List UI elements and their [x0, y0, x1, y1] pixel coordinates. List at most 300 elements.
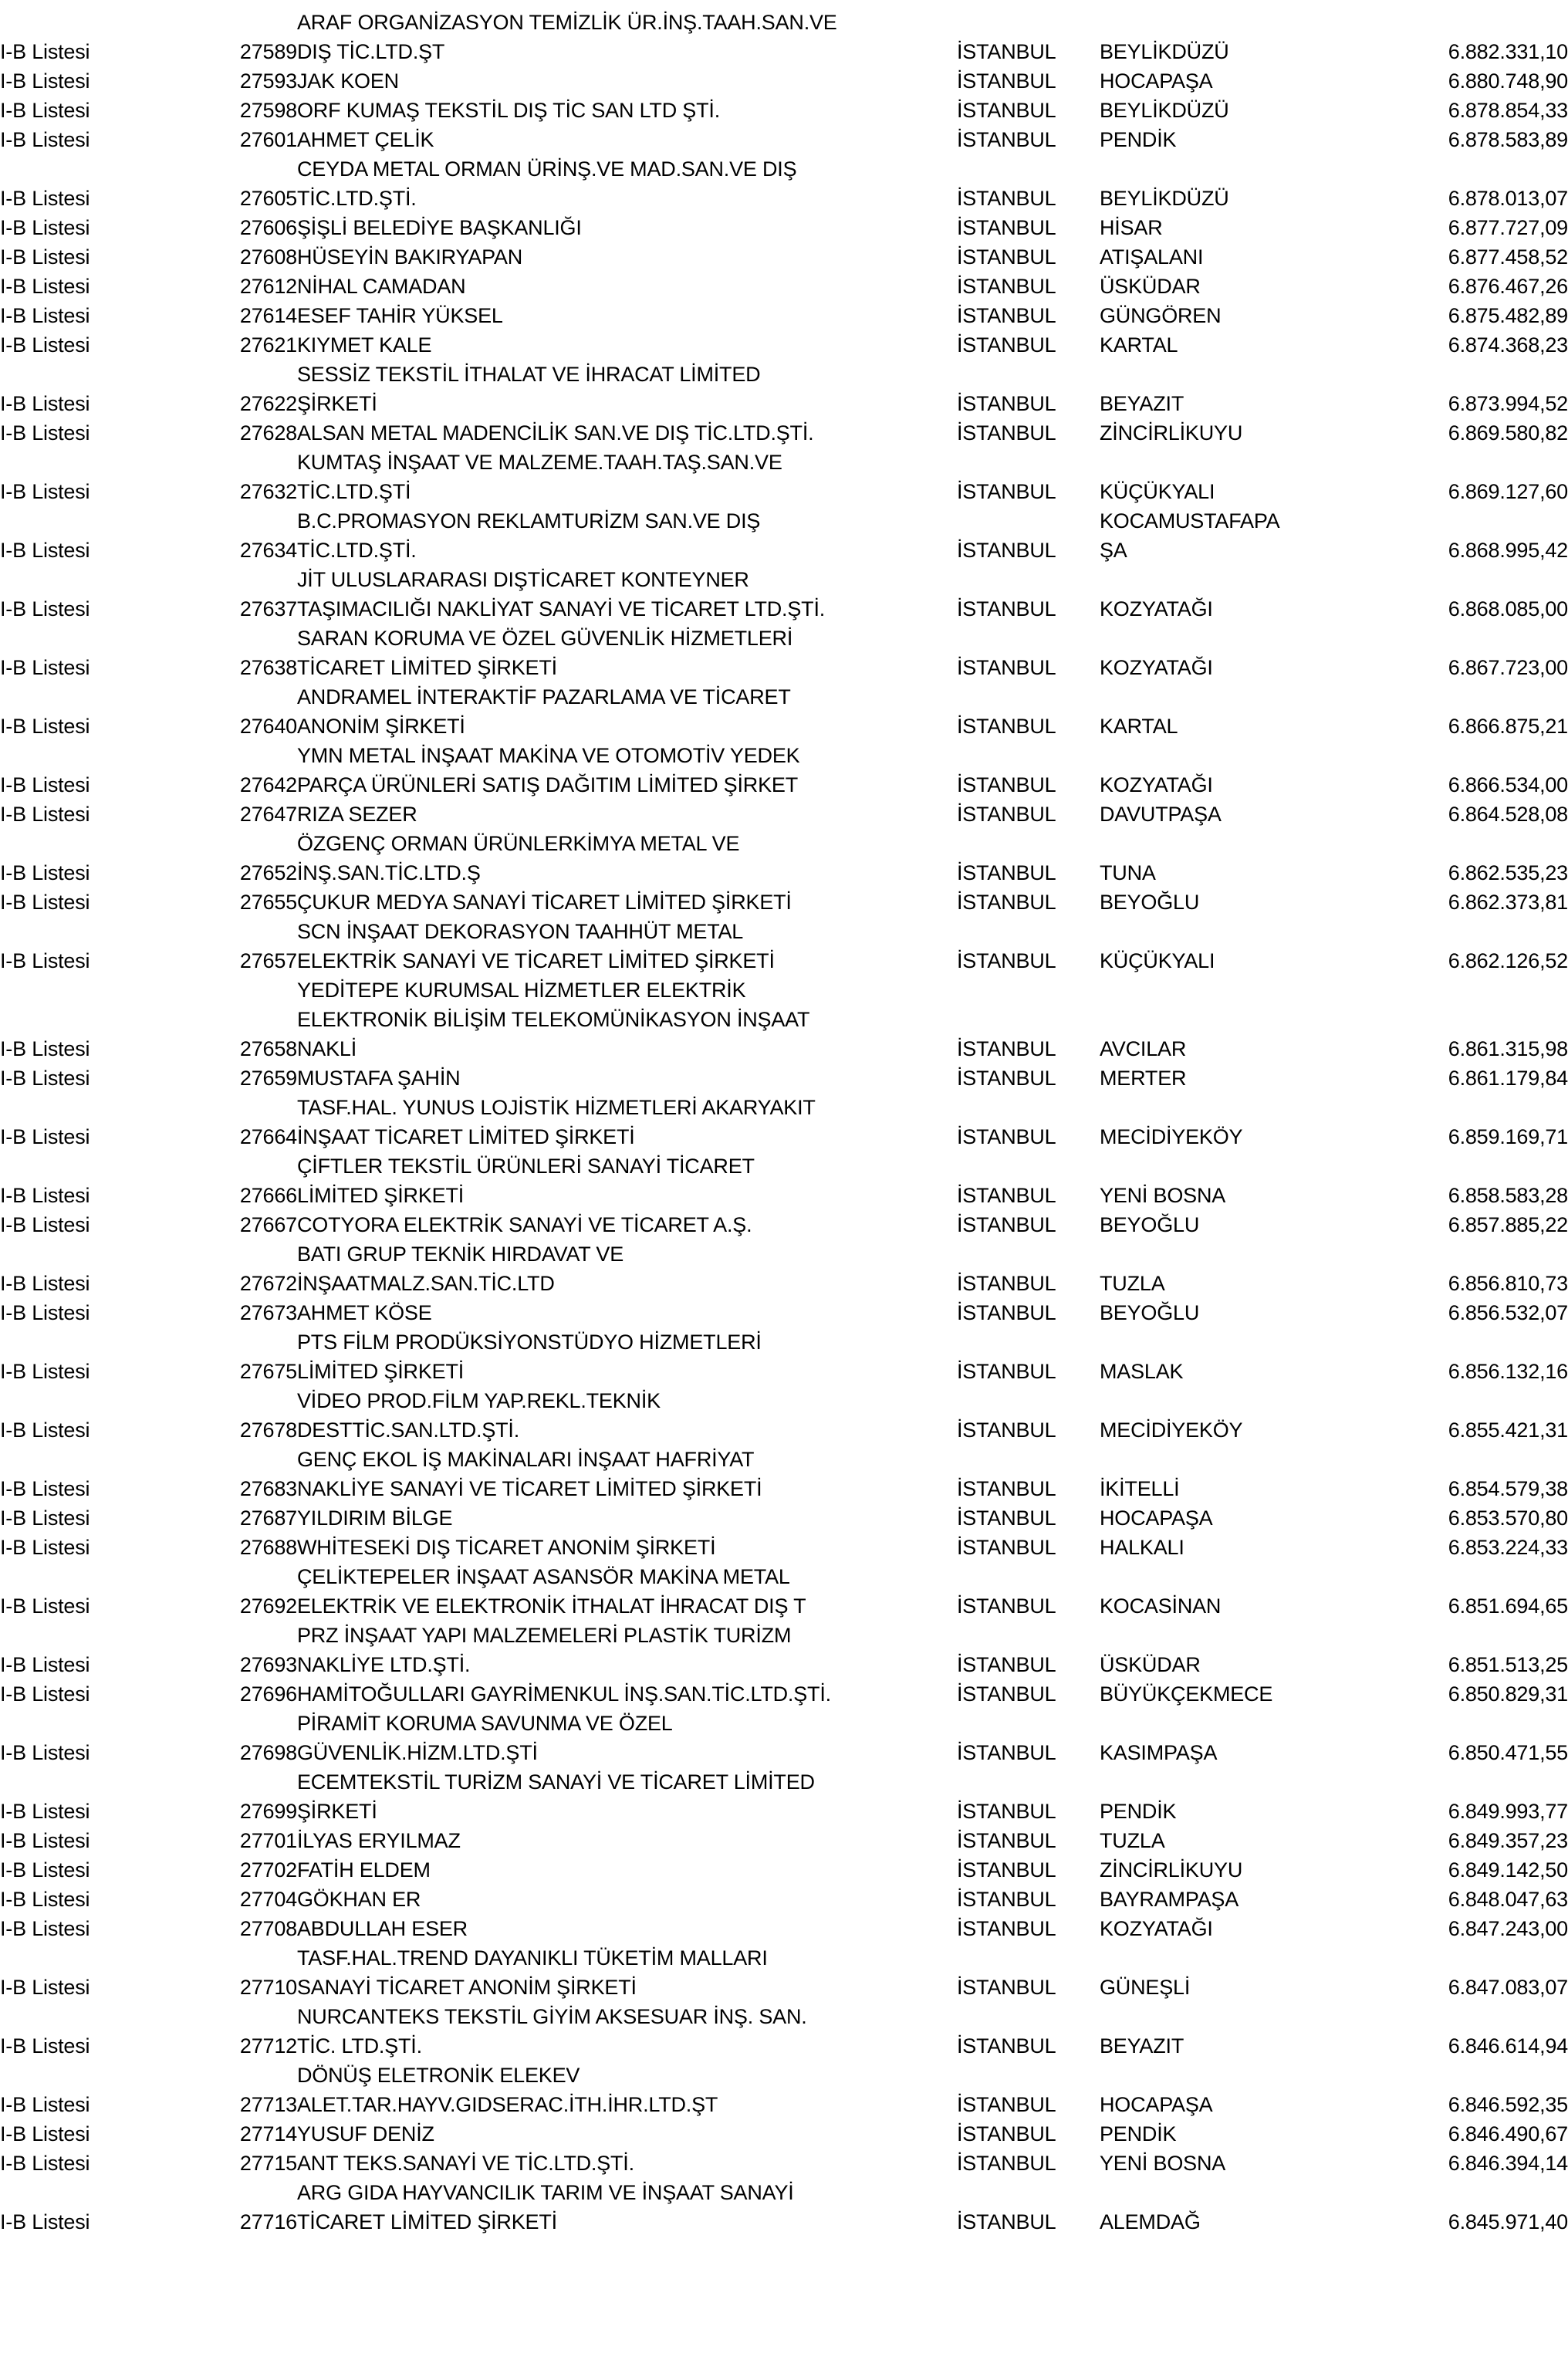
debt-amount: 6.858.583,28	[1448, 1184, 1568, 1207]
district-spacer	[1100, 1239, 1339, 1269]
company-name-line: JİT ULUSLARARASI DIŞTİCARET KONTEYNER	[297, 568, 749, 591]
company-name: NİHAL CAMADAN	[297, 275, 466, 298]
company-name: WHİTESEKİ DIŞ TİCARET ANONİM ŞİRKETİ	[297, 1536, 716, 1559]
district-name: KOZYATAĞI	[1100, 773, 1213, 796]
list-label-spacer	[0, 154, 216, 184]
district-spacer	[1100, 624, 1339, 653]
row-number-spacer	[216, 976, 297, 1005]
table-row[interactable]	[0, 301, 1568, 330]
amount-spacer	[1339, 682, 1568, 712]
table-row-continuation	[0, 829, 1568, 858]
row-number: 27637	[239, 597, 297, 620]
city-spacer	[957, 682, 1100, 712]
amount-spacer	[1339, 8, 1568, 37]
row-number: 27658	[239, 1037, 297, 1060]
table-row[interactable]	[0, 1826, 1568, 1855]
company-name-line: ÇİFTLER TEKSTİL ÜRÜNLERİ SANAYİ TİCARET	[297, 1155, 755, 1178]
table-row[interactable]	[0, 1181, 1568, 1210]
debt-amount: 6.867.723,00	[1448, 656, 1568, 679]
list-label-spacer	[0, 1093, 216, 1122]
table-row-continuation	[0, 741, 1568, 770]
district-name: KASIMPAŞA	[1100, 1741, 1218, 1764]
city-name: İSTANBUL	[957, 1594, 1056, 1618]
table-row-continuation	[0, 1621, 1568, 1650]
row-number: 27675	[239, 1360, 297, 1383]
list-label: I-B Listesi	[0, 128, 90, 151]
row-number: 27693	[239, 1653, 297, 1676]
debtor-list-table	[0, 8, 1568, 2237]
company-name-line: PİRAMİT KORUMA SAVUNMA VE ÖZEL	[297, 1712, 673, 1735]
city-name: İSTANBUL	[957, 1888, 1056, 1911]
debt-amount: 6.847.083,07	[1448, 1976, 1568, 1999]
amount-spacer	[1339, 829, 1568, 858]
company-name-line: GENÇ EKOL İŞ MAKİNALARI İNŞAAT HAFRİYAT	[297, 1448, 755, 1471]
city-spacer	[957, 1151, 1100, 1181]
company-name: JAK KOEN	[297, 69, 399, 93]
district-name: ÜSKÜDAR	[1100, 1653, 1201, 1676]
district-name: GÜNGÖREN	[1100, 304, 1222, 327]
company-name-line: SESSİZ TEKSTİL İTHALAT VE İHRACAT LİMİTED	[297, 363, 761, 386]
table-row[interactable]	[0, 888, 1568, 917]
district-name: ŞA	[1100, 539, 1127, 562]
list-label: I-B Listesi	[0, 304, 90, 327]
list-label-spacer	[0, 2002, 216, 2031]
company-name: DIŞ TİC.LTD.ŞT	[297, 40, 445, 63]
district-name: YENİ BOSNA	[1100, 2152, 1226, 2175]
city-spacer	[957, 154, 1100, 184]
list-label: I-B Listesi	[0, 1976, 90, 1999]
row-number: 27687	[239, 1506, 297, 1530]
district-name: DAVUTPAŞA	[1100, 803, 1222, 826]
district-name: MERTER	[1100, 1067, 1187, 1090]
table-row[interactable]	[0, 594, 1568, 624]
district-spacer	[1100, 1093, 1339, 1122]
list-label: I-B Listesi	[0, 1800, 90, 1823]
company-name: SANAYİ TİCARET ANONİM ŞİRKETİ	[297, 1976, 637, 1999]
table-row-continuation	[0, 976, 1568, 1005]
city-name: İSTANBUL	[957, 1477, 1056, 1500]
city-name: İSTANBUL	[957, 1917, 1056, 1940]
table-row[interactable]	[0, 770, 1568, 800]
debt-amount: 6.877.727,09	[1448, 216, 1568, 239]
district-name: ÜSKÜDAR	[1100, 275, 1201, 298]
table-row[interactable]	[0, 213, 1568, 242]
row-number: 27659	[239, 1067, 297, 1090]
document-page	[0, 8, 1568, 2367]
row-number: 27621	[239, 333, 297, 357]
table-row[interactable]	[0, 184, 1568, 213]
debt-amount: 6.869.127,60	[1448, 480, 1568, 503]
table-row[interactable]	[0, 418, 1568, 448]
row-number-spacer	[216, 917, 297, 946]
company-name-line: B.C.PROMASYON REKLAMTURİZM SAN.VE DIŞ	[297, 509, 761, 533]
table-row[interactable]	[0, 37, 1568, 66]
company-name: NAKLİYE SANAYİ VE TİCARET LİMİTED ŞİRKETİ	[297, 1477, 762, 1500]
city-name: İSTANBUL	[957, 1301, 1056, 1324]
row-number-spacer	[216, 1709, 297, 1738]
table-row-continuation	[0, 1327, 1568, 1357]
district-spacer	[1100, 448, 1339, 477]
list-label: I-B Listesi	[0, 773, 90, 796]
city-name: İSTANBUL	[957, 421, 1056, 445]
company-name: TİCARET LİMİTED ŞİRKETİ	[297, 656, 557, 679]
table-row[interactable]	[0, 1269, 1568, 1298]
debt-amount: 6.874.368,23	[1448, 333, 1568, 357]
table-row[interactable]	[0, 125, 1568, 154]
district-name: ZİNCİRLİKUYU	[1100, 421, 1243, 445]
district-name: KÜÇÜKYALI	[1100, 949, 1215, 972]
district-name: BÜYÜKÇEKMECE	[1100, 1682, 1273, 1706]
table-row[interactable]	[0, 1855, 1568, 1885]
debt-amount: 6.846.592,35	[1448, 2093, 1568, 2116]
row-number-spacer	[216, 154, 297, 184]
list-label: I-B Listesi	[0, 1536, 90, 1559]
row-number-spacer	[216, 1767, 297, 1797]
company-name: ESEF TAHİR YÜKSEL	[297, 304, 503, 327]
city-name: İSTANBUL	[957, 1858, 1056, 1882]
district-spacer	[1100, 1327, 1339, 1357]
district-name: HİSAR	[1100, 216, 1163, 239]
row-number: 27714	[239, 2122, 297, 2146]
company-name-line: NURCANTEKS TEKSTİL GİYİM AKSESUAR İNŞ. SAN.	[297, 2005, 807, 2028]
district-name: YENİ BOSNA	[1100, 1184, 1226, 1207]
row-number: 27601	[239, 128, 297, 151]
table-row[interactable]	[0, 242, 1568, 272]
row-number-spacer	[216, 829, 297, 858]
company-name: TİC.LTD.ŞTİ	[297, 480, 411, 503]
debt-amount: 6.878.013,07	[1448, 187, 1568, 210]
amount-spacer	[1339, 1093, 1568, 1122]
row-number: 27704	[239, 1888, 297, 1911]
table-row[interactable]	[0, 96, 1568, 125]
list-label-spacer	[0, 360, 216, 389]
city-name: İSTANBUL	[957, 2093, 1056, 2116]
table-row[interactable]	[0, 1415, 1568, 1445]
list-label-spacer	[0, 976, 216, 1005]
debt-amount: 6.850.471,55	[1448, 1741, 1568, 1764]
table-row[interactable]	[0, 1679, 1568, 1709]
district-spacer	[1100, 1151, 1339, 1181]
city-spacer	[957, 976, 1100, 1005]
amount-spacer	[1339, 1151, 1568, 1181]
table-row[interactable]	[0, 1503, 1568, 1533]
company-name: ALSAN METAL MADENCİLİK SAN.VE DIŞ TİC.LTD.ŞTİ.	[297, 421, 814, 445]
list-label: I-B Listesi	[0, 1594, 90, 1618]
amount-spacer	[1339, 624, 1568, 653]
list-label: I-B Listesi	[0, 1682, 90, 1706]
list-label: I-B Listesi	[0, 597, 90, 620]
table-row-continuation	[0, 1767, 1568, 1797]
debt-amount: 6.854.579,38	[1448, 1477, 1568, 1500]
row-number: 27614	[239, 304, 297, 327]
table-row[interactable]	[0, 946, 1568, 976]
company-name: TAŞIMACILIĞI NAKLİYAT SANAYİ VE TİCARET LTD.ŞTİ.	[297, 597, 826, 620]
district-name: KOZYATAĞI	[1100, 656, 1213, 679]
row-number: 27606	[239, 216, 297, 239]
table-row[interactable]	[0, 1914, 1568, 1943]
table-row[interactable]	[0, 1591, 1568, 1621]
table-row[interactable]	[0, 1650, 1568, 1679]
city-name: İSTANBUL	[957, 1272, 1056, 1295]
list-label: I-B Listesi	[0, 187, 90, 210]
district-name: PENDİK	[1100, 2122, 1177, 2146]
table-row[interactable]	[0, 1474, 1568, 1503]
district-name: BAYRAMPAŞA	[1100, 1888, 1239, 1911]
list-label: I-B Listesi	[0, 1301, 90, 1324]
list-label: I-B Listesi	[0, 656, 90, 679]
list-label-spacer	[0, 8, 216, 37]
city-spacer	[957, 506, 1100, 536]
amount-spacer	[1339, 1005, 1568, 1034]
debt-amount: 6.851.513,25	[1448, 1653, 1568, 1676]
city-name: İSTANBUL	[957, 69, 1056, 93]
table-row-continuation	[0, 1239, 1568, 1269]
district-name: BEYOĞLU	[1100, 1213, 1200, 1236]
district-name: MECİDİYEKÖY	[1100, 1419, 1243, 1442]
city-name: İSTANBUL	[957, 891, 1056, 914]
table-row[interactable]	[0, 1885, 1568, 1914]
amount-spacer	[1339, 1239, 1568, 1269]
table-row[interactable]	[0, 389, 1568, 418]
row-number: 27647	[239, 803, 297, 826]
list-label: I-B Listesi	[0, 1272, 90, 1295]
city-spacer	[957, 1767, 1100, 1797]
table-row[interactable]	[0, 1973, 1568, 2002]
table-row[interactable]	[0, 1357, 1568, 1386]
company-name: HÜSEYİN BAKIRYAPAN	[297, 245, 522, 269]
city-name: İSTANBUL	[957, 1741, 1056, 1764]
city-name: İSTANBUL	[957, 1682, 1056, 1706]
district-name: PENDİK	[1100, 1800, 1177, 1823]
debt-amount: 6.862.535,23	[1448, 861, 1568, 884]
amount-spacer	[1339, 1562, 1568, 1591]
row-number-spacer	[216, 1621, 297, 1650]
table-row[interactable]	[0, 800, 1568, 829]
table-row[interactable]	[0, 477, 1568, 506]
row-number: 27628	[239, 421, 297, 445]
row-number-spacer	[216, 2002, 297, 2031]
table-row-continuation	[0, 1151, 1568, 1181]
list-label-spacer	[0, 1239, 216, 1269]
amount-spacer	[1339, 2061, 1568, 2090]
table-row[interactable]	[0, 1797, 1568, 1826]
table-row[interactable]	[0, 1063, 1568, 1093]
company-name: YILDIRIM BİLGE	[297, 1506, 453, 1530]
list-label: I-B Listesi	[0, 216, 90, 239]
district-name: ATIŞALANI	[1100, 245, 1204, 269]
debt-amount: 6.846.490,67	[1448, 2122, 1568, 2146]
company-name: ORF KUMAŞ TEKSTİL DIŞ TİC SAN LTD ŞTİ.	[297, 99, 720, 122]
district-spacer	[1100, 565, 1339, 594]
row-number: 27673	[239, 1301, 297, 1324]
district-spacer	[1100, 1709, 1339, 1738]
list-label: I-B Listesi	[0, 1829, 90, 1852]
debt-amount: 6.861.315,98	[1448, 1037, 1568, 1060]
city-name: İSTANBUL	[957, 1184, 1056, 1207]
district-name: TUZLA	[1100, 1829, 1165, 1852]
table-row[interactable]	[0, 66, 1568, 96]
city-name: İSTANBUL	[957, 1037, 1056, 1060]
table-row-continuation	[0, 1562, 1568, 1591]
company-name: İNŞ.SAN.TİC.LTD.Ş	[297, 861, 481, 884]
city-spacer	[957, 8, 1100, 37]
city-name: İSTANBUL	[957, 1536, 1056, 1559]
list-label: I-B Listesi	[0, 421, 90, 445]
table-row[interactable]	[0, 2149, 1568, 2178]
table-row[interactable]	[0, 1034, 1568, 1063]
company-name: DESTTİC.SAN.LTD.ŞTİ.	[297, 1419, 520, 1442]
district-spacer	[1100, 1621, 1339, 1650]
list-label: I-B Listesi	[0, 275, 90, 298]
row-number: 27642	[239, 773, 297, 796]
debtor-list-body	[0, 8, 1568, 2237]
amount-spacer	[1339, 741, 1568, 770]
row-number-spacer	[216, 1445, 297, 1474]
district-name: AVCILAR	[1100, 1037, 1187, 1060]
list-label: I-B Listesi	[0, 69, 90, 93]
row-number: 27696	[239, 1682, 297, 1706]
table-row[interactable]	[0, 2119, 1568, 2149]
debt-amount: 6.876.467,26	[1448, 275, 1568, 298]
district-name: KOZYATAĞI	[1100, 1917, 1213, 1940]
debt-amount: 6.848.047,63	[1448, 1888, 1568, 1911]
list-label-spacer	[0, 624, 216, 653]
company-name: NAKLİ	[297, 1037, 357, 1060]
row-number: 27657	[239, 949, 297, 972]
list-label: I-B Listesi	[0, 715, 90, 738]
list-label-spacer	[0, 1767, 216, 1797]
list-label: I-B Listesi	[0, 480, 90, 503]
district-name: BEYOĞLU	[1100, 891, 1200, 914]
debt-amount: 6.866.534,00	[1448, 773, 1568, 796]
table-row[interactable]	[0, 2090, 1568, 2119]
company-name: YUSUF DENİZ	[297, 2122, 434, 2146]
table-row[interactable]	[0, 1298, 1568, 1327]
city-spacer	[957, 829, 1100, 858]
table-row[interactable]	[0, 2031, 1568, 2061]
table-row-continuation	[0, 1709, 1568, 1738]
table-row[interactable]	[0, 330, 1568, 360]
district-spacer	[1100, 1386, 1339, 1415]
district-spacer	[1100, 829, 1339, 858]
table-row-continuation	[0, 2002, 1568, 2031]
table-row[interactable]	[0, 712, 1568, 741]
company-name-line: ÖZGENÇ ORMAN ÜRÜNLERKİMYA METAL VE	[297, 832, 740, 855]
district-spacer	[1100, 741, 1339, 770]
list-label: I-B Listesi	[0, 1506, 90, 1530]
district-spacer	[1100, 2002, 1339, 2031]
district-name: HALKALI	[1100, 1536, 1184, 1559]
debt-amount: 6.856.810,73	[1448, 1272, 1568, 1295]
company-name: AHMET ÇELİK	[297, 128, 434, 151]
amount-spacer	[1339, 154, 1568, 184]
city-spacer	[957, 2178, 1100, 2207]
city-name: İSTANBUL	[957, 2122, 1056, 2146]
district-line: KOCAMUSTAFAPA	[1100, 509, 1280, 533]
district-name: HOCAPAŞA	[1100, 69, 1213, 93]
row-number-spacer	[216, 448, 297, 477]
city-name: İSTANBUL	[957, 1419, 1056, 1442]
city-name: İSTANBUL	[957, 539, 1056, 562]
row-number-spacer	[216, 1943, 297, 1973]
district-spacer	[1100, 917, 1339, 946]
city-spacer	[957, 565, 1100, 594]
table-row[interactable]	[0, 1738, 1568, 1767]
company-name-line: KUMTAŞ İNŞAAT VE MALZEME.TAAH.TAŞ.SAN.VE	[297, 451, 782, 474]
table-row-continuation	[0, 2061, 1568, 2090]
list-label-spacer	[0, 829, 216, 858]
company-name-line: CEYDA METAL ORMAN ÜRİNŞ.VE MAD.SAN.VE DIŞ	[297, 157, 797, 181]
company-name: İLYAS ERYILMAZ	[297, 1829, 461, 1852]
company-name-line: ECEMTEKSTİL TURİZM SANAYİ VE TİCARET LİMİTED	[297, 1770, 815, 1794]
debt-amount: 6.873.994,52	[1448, 392, 1568, 415]
city-name: İSTANBUL	[957, 2152, 1056, 2175]
city-spacer	[957, 1943, 1100, 1973]
table-row[interactable]	[0, 653, 1568, 682]
debt-amount: 6.846.394,14	[1448, 2152, 1568, 2175]
city-spacer	[957, 1709, 1100, 1738]
table-row-continuation	[0, 565, 1568, 594]
district-spacer	[1100, 2178, 1339, 2207]
debt-amount: 6.861.179,84	[1448, 1067, 1568, 1090]
table-row[interactable]	[0, 1533, 1568, 1562]
city-spacer	[957, 2002, 1100, 2031]
table-row-continuation	[0, 1386, 1568, 1415]
list-label: I-B Listesi	[0, 99, 90, 122]
table-row[interactable]	[0, 2207, 1568, 2237]
city-name: İSTANBUL	[957, 2034, 1056, 2058]
city-spacer	[957, 1445, 1100, 1474]
company-name-line: YMN METAL İNŞAAT MAKİNA VE OTOMOTİV YEDEK	[297, 744, 800, 767]
city-name: İSTANBUL	[957, 861, 1056, 884]
list-label: I-B Listesi	[0, 1125, 90, 1148]
row-number-spacer	[216, 1005, 297, 1034]
city-name: İSTANBUL	[957, 1829, 1056, 1852]
company-name: KIYMET KALE	[297, 333, 432, 357]
district-name: PENDİK	[1100, 128, 1177, 151]
district-name: İKİTELLİ	[1100, 1477, 1180, 1500]
table-row[interactable]	[0, 858, 1568, 888]
table-row[interactable]	[0, 1122, 1568, 1151]
debt-amount: 6.859.169,71	[1448, 1125, 1568, 1148]
row-number: 27632	[239, 480, 297, 503]
row-number: 27701	[239, 1829, 297, 1852]
table-row-continuation	[0, 1005, 1568, 1034]
city-spacer	[957, 360, 1100, 389]
list-label: I-B Listesi	[0, 2122, 90, 2146]
company-name: PARÇA ÜRÜNLERİ SATIŞ DAĞITIM LİMİTED ŞİRKET	[297, 773, 798, 796]
table-row[interactable]	[0, 536, 1568, 565]
list-label-spacer	[0, 448, 216, 477]
city-name: İSTANBUL	[957, 773, 1056, 796]
table-row[interactable]	[0, 1210, 1568, 1239]
table-row[interactable]	[0, 272, 1568, 301]
district-name: BEYAZIT	[1100, 2034, 1184, 2058]
company-name: HAMİTOĞULLARI GAYRİMENKUL İNŞ.SAN.TİC.LTD.ŞTİ.	[297, 1682, 831, 1706]
city-spacer	[957, 1005, 1100, 1034]
company-name: ABDULLAH ESER	[297, 1917, 468, 1940]
amount-spacer	[1339, 976, 1568, 1005]
city-name: İSTANBUL	[957, 715, 1056, 738]
row-number: 27672	[239, 1272, 297, 1295]
district-name: GÜNEŞLİ	[1100, 1976, 1191, 1999]
debt-amount: 6.866.875,21	[1448, 715, 1568, 738]
debt-amount: 6.853.570,80	[1448, 1506, 1568, 1530]
table-row-continuation	[0, 360, 1568, 389]
city-name: İSTANBUL	[957, 1653, 1056, 1676]
city-name: İSTANBUL	[957, 1360, 1056, 1383]
row-number-spacer	[216, 506, 297, 536]
